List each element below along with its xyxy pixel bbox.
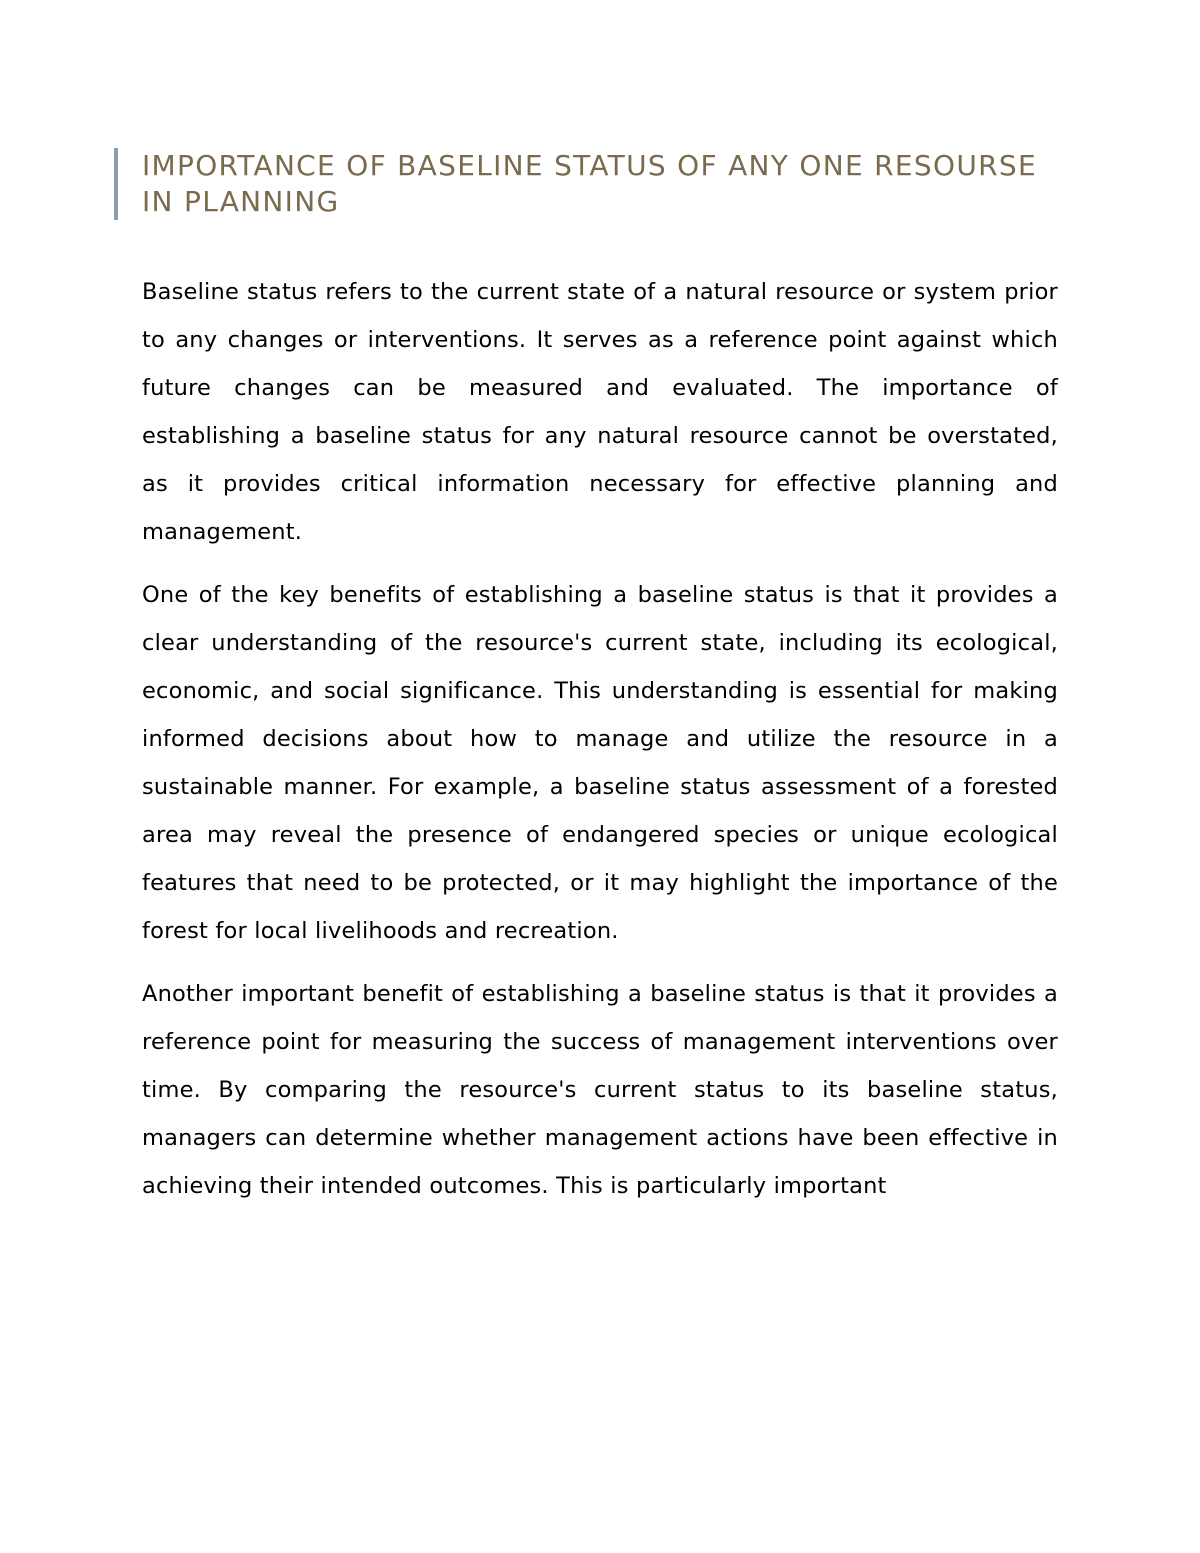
document-heading: IMPORTANCE OF BASELINE STATUS OF ANY ONE RESOURSE IN PLANNING <box>142 149 1037 218</box>
paragraph-2: One of the key benefits of establishing a baseline status is that it provides a clear understanding of the resource's current state, including its ecological, economic, and social significance. This understanding is essential for making informed decisions about how to manage and utilize the resource in a sustainable manner. For example, a baseline status assessment of a forested area may reveal the presence of endangered species or unique ecological features that need to be protected, or it may highlight the importance of the forest for local livelihoods and recreation. <box>142 582 1058 944</box>
paragraph-1: Baseline status refers to the current state of a natural resource or system prior to any changes or interventions. It serves as a reference point against which future changes can be measured and evaluated. The importance of establishing a baseline status for any natural resource cannot be overstated, as it provides critical information necessary for effective planning and management. <box>142 279 1058 545</box>
document-body <box>142 268 1058 1225</box>
paragraph-3: Another important benefit of establishing a baseline status is that it provides a reference point for measuring the success of management interventions over time. By comparing the resource's current status to its baseline status, managers can determine whether management actions have been effective in achieving their intended outcomes. This is particularly important <box>142 981 1058 1199</box>
heading-block <box>114 148 1042 220</box>
